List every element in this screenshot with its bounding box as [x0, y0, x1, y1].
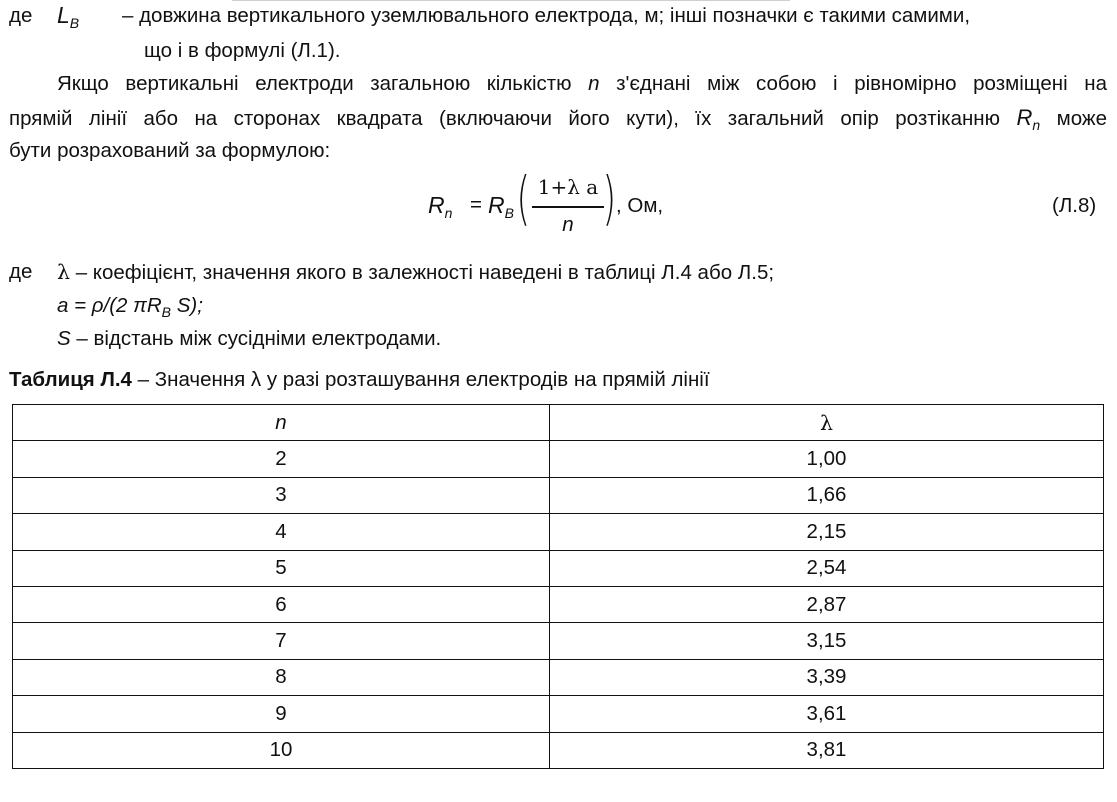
top-def-symbol: $L_B$: [57, 2, 80, 31]
cell-n: 8: [13, 659, 550, 695]
formula-number: (Л.8): [1052, 194, 1097, 217]
cell-lambda: 2,15: [550, 514, 1104, 550]
formula-left-paren: (: [516, 164, 531, 232]
table-row: [13, 514, 1104, 550]
cell-lambda: 3,39: [550, 659, 1104, 695]
def-prefix: де: [9, 260, 33, 283]
top-rule: [232, 0, 790, 1]
cell-lambda: 3,61: [550, 696, 1104, 732]
cell-lambda: 3,15: [550, 623, 1104, 659]
table-row: [13, 586, 1104, 622]
table-row: [13, 550, 1104, 586]
table-row: [13, 696, 1104, 732]
cell-n: 9: [13, 696, 550, 732]
cell-lambda: 1,66: [550, 477, 1104, 513]
header-lambda: λ: [550, 405, 1104, 441]
cell-lambda: 2,87: [550, 586, 1104, 622]
formula-equals: =: [470, 193, 482, 216]
formula-right-paren: ): [602, 164, 617, 232]
formula-lhs: $R_n$: [428, 192, 453, 221]
def-s: S – відстань між сусідніми електродами.: [57, 327, 442, 350]
formula-fraction-line: [532, 206, 604, 208]
formula-unit: , Ом,: [616, 194, 664, 217]
paragraph-line-2: прямій лінії або на сторонах квадрата (включаючи його кути), їх загальний опір розтіканню $R_n$ може: [9, 105, 1107, 133]
def-a: a = ρ/(2 $\pi R_B$ S);: [57, 294, 203, 320]
cell-n: 5: [13, 550, 550, 586]
cell-n: 2: [13, 441, 550, 477]
formula-numerator: 1+λ a: [537, 175, 599, 199]
table-row: [13, 441, 1104, 477]
cell-lambda: 2,54: [550, 550, 1104, 586]
cell-n: 4: [13, 514, 550, 550]
header-n: n: [13, 405, 550, 441]
table-row: [13, 732, 1104, 768]
formula-denominator: n: [562, 213, 574, 236]
paragraph-line-1: Якщо вертикальні електроди загальною кількістю n з'єднані між собою і рівномірно розміщені на: [57, 72, 1107, 95]
table-row: [13, 477, 1104, 513]
table-row: [13, 659, 1104, 695]
top-def-text: – довжина вертикального уземлювального електрода, м; інші позначки є такими самими,: [122, 4, 971, 27]
cell-n: 10: [13, 732, 550, 768]
formula-rb: $R_B$: [488, 192, 514, 221]
lambda-table: [12, 404, 1104, 769]
table-row: [13, 623, 1104, 659]
table-header-row: [13, 405, 1104, 441]
cell-n: 7: [13, 623, 550, 659]
table-caption: Таблиця Л.4 – Значення λ у разі розташування електродів на прямій лінії: [9, 368, 710, 391]
def-lambda: λ – коефіцієнт, значення якого в залежності наведені в таблиці Л.4 або Л.5;: [57, 260, 775, 284]
cell-n: 3: [13, 477, 550, 513]
cell-lambda: 3,81: [550, 732, 1104, 768]
cell-n: 6: [13, 586, 550, 622]
top-def-prefix: де: [9, 4, 33, 27]
paragraph-line-3: бути розрахований за формулою:: [9, 139, 331, 162]
cell-lambda: 1,00: [550, 441, 1104, 477]
top-def-continuation: що і в формулі (Л.1).: [144, 39, 341, 62]
